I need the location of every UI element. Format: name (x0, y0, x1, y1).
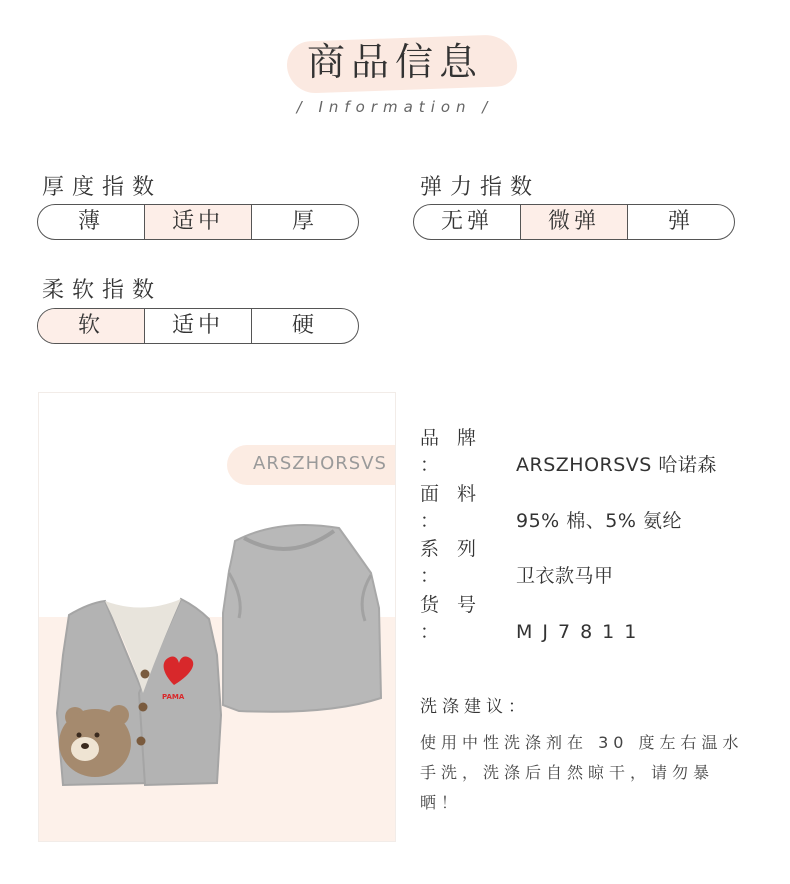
detail-brand (420, 423, 717, 477)
title-wrap (0, 30, 790, 94)
detail-series (420, 534, 614, 588)
detail-series-label: 系 列 ： (420, 538, 483, 587)
detail-fabric-label: 面 料 ： (420, 483, 483, 532)
elasticity-option-slight: 微弹 (520, 205, 627, 239)
thickness-option-thick: 厚 (251, 205, 358, 239)
page-title: 商品信息 (306, 40, 483, 84)
elasticity-index-scale (413, 204, 735, 240)
detail-brand-label: 品 牌 ： (420, 427, 483, 476)
detail-item-number (420, 590, 646, 644)
detail-item-number-label: 货 号 ： (420, 594, 483, 643)
bear-applique-icon (59, 705, 131, 777)
elasticity-option-none: 无弹 (440, 209, 493, 234)
vest-back (223, 525, 381, 712)
page-subtitle: / Information / (296, 98, 494, 116)
detail-series-value: 卫衣款马甲 (516, 565, 614, 587)
product-photo (38, 392, 396, 842)
care-text: 使用中性洗涤剂在 30 度左右温水手洗，洗涤后自然晾干，请勿暴晒！ (420, 733, 744, 812)
softness-option-medium: 适中 (144, 309, 251, 343)
detail-fabric-value: 95% 棉、5% 氨纶 (516, 510, 682, 532)
detail-item-number-value: MJ7811 (516, 621, 647, 643)
vest-front (57, 599, 221, 785)
detail-brand-value: ARSZHORSVS 哈诺森 (516, 454, 717, 476)
softness-option-hard: 硬 (251, 309, 358, 343)
softness-option-soft: 软 (38, 309, 144, 343)
softness-index-scale (37, 308, 359, 344)
elasticity-option-stretch: 弹 (627, 205, 734, 239)
thickness-index-scale (37, 204, 359, 240)
vest-print-text: PAMA (162, 693, 185, 701)
softness-index-title: 柔软指数 (42, 278, 163, 303)
thickness-option-medium: 适中 (144, 205, 251, 239)
thickness-index-title: 厚度指数 (42, 175, 163, 200)
thickness-option-thin: 薄 (77, 209, 104, 234)
detail-fabric (420, 479, 682, 533)
elasticity-index-title: 弹力指数 (420, 175, 541, 200)
care-title: 洗涤建议： (420, 697, 530, 717)
vest-illustration (39, 393, 396, 842)
brand-watermark: ARSZHORSVS (253, 453, 387, 474)
